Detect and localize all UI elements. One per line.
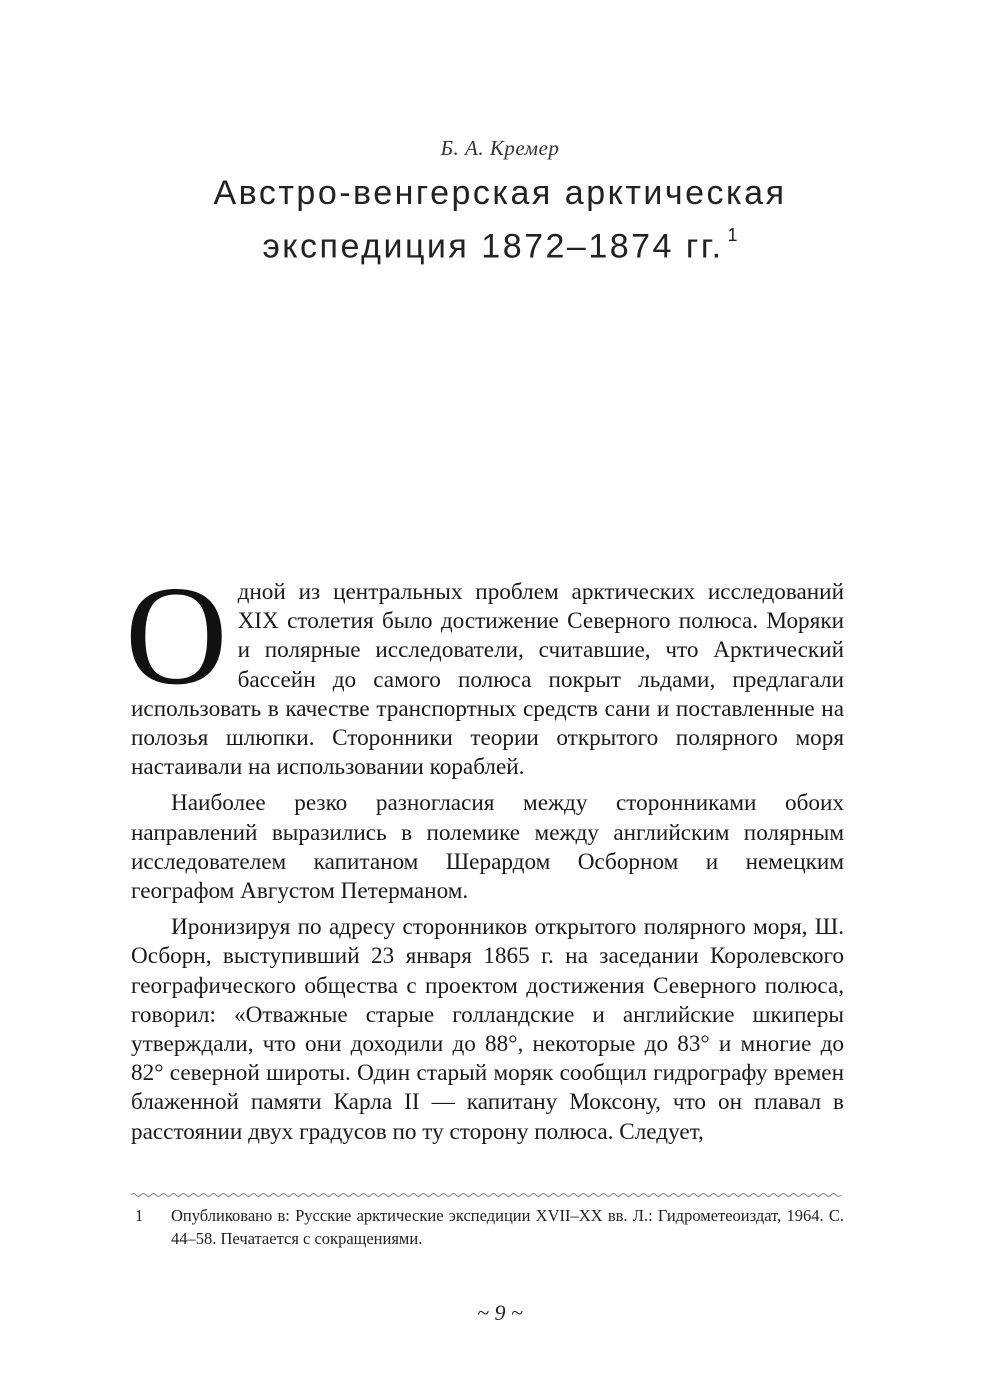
- footnote-text: Опубликовано в: Русские арктические экспедиции XVII–XX вв. Л.: Гидрометеоиздат, 1964. С. 44–58. Печатается с сокращениями.: [171, 1206, 844, 1248]
- title-line-2: [0, 216, 1000, 269]
- title-line-2-text: экспедиция 1872–1874 гг.: [262, 227, 724, 266]
- title-line-1: Австро-венгерская арктическая: [213, 174, 787, 212]
- article-title: [0, 170, 1000, 269]
- paragraph-3: Иронизируя по адресу сторонников открытого полярного моря, Ш. Осборн, выступивший 23 января 1865 г. на заседании Королевского географического общества с проектом достижения Северного полюса, говорил: «Отважные старые голландские и английские шкиперы утверждали, что они доходили до 88°, некоторые до 83° и многие до 82° северной широты. Один старый моряк сообщил гидрографу времен блаженной памяти Карла II — капитану Моксону, что он плавал в расстоянии двух градусов по ту сторону полюса. Следует,: [131, 914, 844, 1145]
- footnote-separator: [131, 1192, 844, 1198]
- footnote-number: 1: [135, 1206, 144, 1225]
- title-footnote-ref: 1: [727, 225, 738, 245]
- paragraph-2: Наиболее резко разногласия между сторонниками обоих направлений выразились в полемике между английским полярным исследователем капитаном Шерардом Осборном и немецким географом Августом Петерманом.: [131, 790, 844, 905]
- page-number: ~ 9 ~: [477, 1300, 523, 1325]
- paragraph-1: [125, 556, 844, 782]
- drop-cap: О: [125, 556, 228, 714]
- footnote: [131, 1204, 844, 1250]
- body-text: [125, 556, 844, 1154]
- paragraph-1-text: дной из центральных проблем арктических исследований XIX столетия было достижение Северного полюса. Моряки и полярные исследователи, считавшие, что Арктический бассейн до самого полюса покрыт льдами, предлагали использовать в качестве транспортных средств сани и поставленные на полозья шлюпки. Сторонники теории открытого полярного моря настаивали на использовании кораблей.: [131, 579, 844, 781]
- author-name: Б. А. Кремер: [440, 136, 560, 160]
